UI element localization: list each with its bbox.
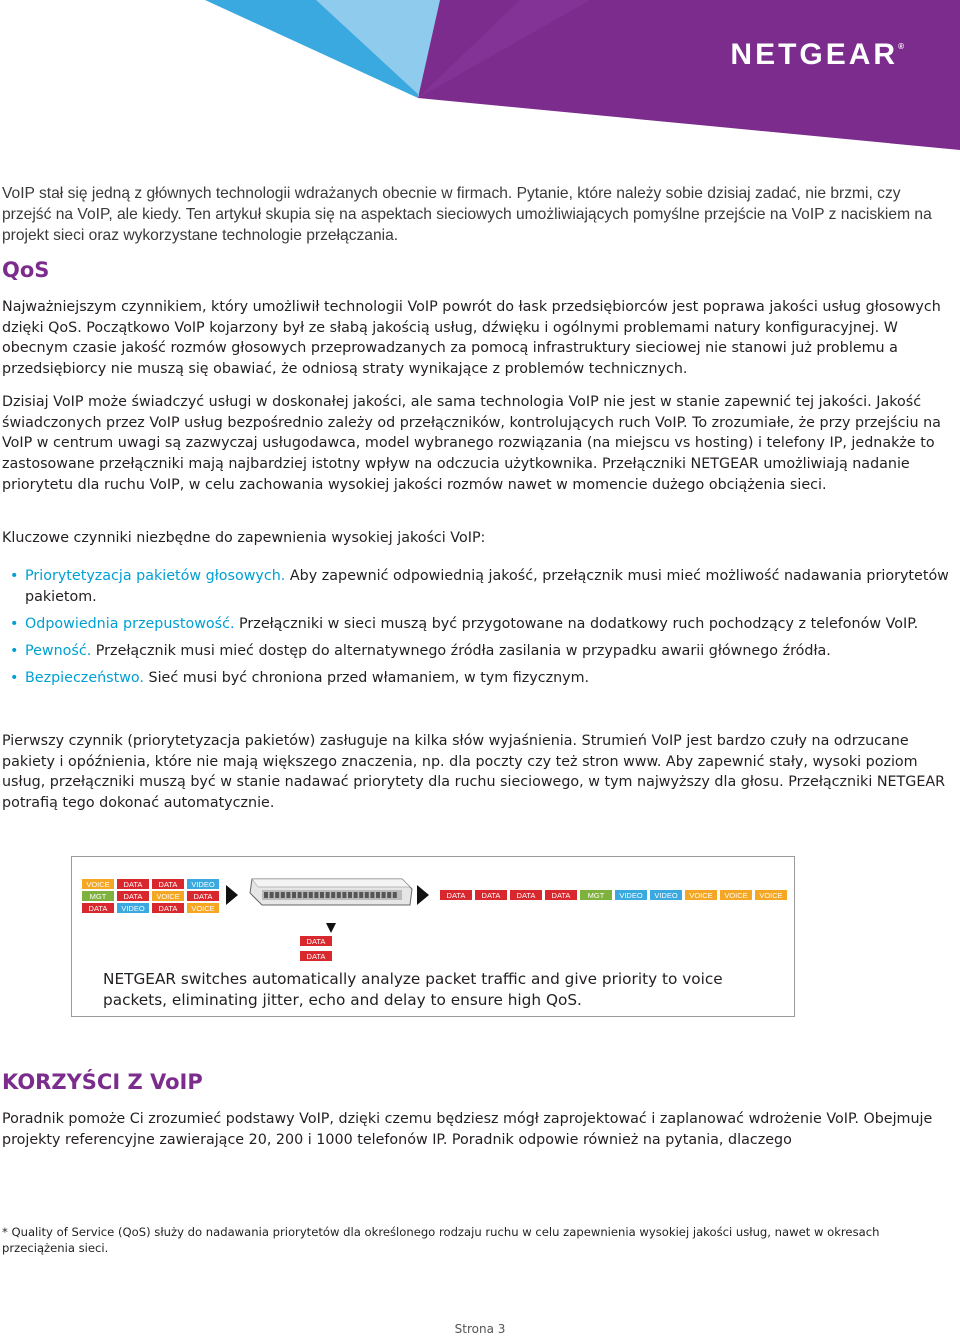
packet-data: [152, 903, 184, 913]
bullet-text: Sieć musi być chroniona przed włamaniem, w tym fizycznym.: [143, 670, 590, 686]
switch-port: [337, 892, 341, 898]
bullet-icon: •: [10, 670, 19, 686]
logo-text: NETGEAR: [730, 38, 899, 71]
packet-label: DATA: [158, 880, 178, 889]
bullet-text: Aby zapewnić odpowiednią jakość, przełącznik musi mieć możliwość nadawania priorytetów pakietom.: [25, 568, 949, 605]
benefits-paragraph: Poradnik pomoże Ci zrozumieć podstawy VoIP, dzięki czemu będziesz mógł zaprojektować i zaplanować wdrożenie VoIP. Obejmuje projekty referencyjne zawierające 20, 200 i 1000 telefonów IP. Poradnik odpowie również na pytania, dlaczego: [2, 1111, 933, 1148]
bullet-text: Przełączniki w sieci muszą być przygotowane na dodatkowy ruch pochodzący z telefonów VoIP.: [234, 616, 919, 632]
packet-label: VOICE: [156, 892, 180, 901]
bullet-icon: •: [10, 643, 19, 659]
packet-voice: [187, 903, 219, 913]
switch-port: [326, 892, 330, 898]
bullet-highlight: Priorytetyzacja pakietów głosowych.: [25, 568, 286, 584]
switch-port: [365, 892, 369, 898]
packet-mgt: [82, 891, 114, 901]
packet-data: [440, 890, 472, 900]
intro-paragraph: VoIP stał się jedną z głównych technologii wdrażanych obecnie w firmach. Pytanie, które należy sobie dzisiaj zadać, nie brzmi, czy przejść na VoIP, ale kiedy. Ten artykuł skupia się na aspektach sieciowych umożliwiających pomyślne przejście na VoIP z naciskiem na projekt sieci oraz wykorzystane technologie przełączania.: [2, 185, 932, 244]
key-factors-intro: Kluczowe czynniki niezbędne do zapewnienia wysokiej jakości VoIP:: [2, 530, 486, 546]
qos-paragraph-2: Dzisiaj VoIP może świadczyć usługi w doskonałej jakości, ale sama technologia VoIP nie jest w stanie zapewnić tej jakości. Jakość świadczonych przez VoIP usług bezpośrednio zależy od przełączników, kontrolujących ruch VoIP. To zrozumiałe, że przy przejściu na VoIP w centrum uwagi są zazwyczaj usługodawca, model wybranego rozwiązania (na miejscu vs hosting) i telefony IP, jednakże to zastosowane przełączniki mają najbardziej istotny wpływ na odczucia użytkownika. Przełączniki NETGEAR umożliwiają nadanie priorytetu dla ruchu VoIP, w celu zachowania wysokiej jakości rozmów nawet w momencie dużego obciążenia sieci.: [2, 394, 941, 493]
packet-label: DATA: [551, 891, 571, 900]
packet-data: [117, 891, 149, 901]
packet-label: DATA: [158, 904, 178, 913]
registered-mark: ®: [898, 42, 904, 51]
packet-label: VOICE: [759, 891, 783, 900]
benefits-heading: KORZYŚCI Z VoIP: [2, 1070, 203, 1094]
bullet-icon: •: [10, 568, 19, 584]
packet-label: DATA: [446, 891, 466, 900]
switch-port: [331, 892, 335, 898]
packet-data: [300, 951, 332, 961]
bullet-icon: •: [10, 616, 19, 632]
packet-label: DATA: [123, 880, 143, 889]
qos-paragraph-3: Pierwszy czynnik (priorytetyzacja pakietów) zasługuje na kilka słów wyjaśnienia. Strumień VoIP jest bardzo czuły na odrzucane pakiety i opóźnienia, które nie mają większego znaczenia, np. dla poczty czy też stron www. Aby zapewnić stały, wysoki poziom usług, przełączniki muszą być w stanie nadawać priorytety dla ruchu sieciowego, w tym najwyższy dla głosu. Przełączniki NETGEAR potrafią tego dokonać automatycznie.: [2, 733, 946, 812]
switch-port: [320, 892, 324, 898]
packet-label: VOICE: [724, 891, 748, 900]
packet-voice: [755, 890, 787, 900]
packet-video: [187, 879, 219, 889]
bullet-text: Przełącznik musi mieć dostęp do alternatywnego źródła zasilania w przypadku awarii głównego źródła.: [91, 643, 831, 659]
switch-port: [382, 892, 386, 898]
packet-data: [187, 891, 219, 901]
switch-port: [275, 892, 279, 898]
packet-label: DATA: [193, 892, 213, 901]
footnote: * Quality of Service (QoS) służy do nadawania priorytetów dla określonego rodzaju ruchu w celu zapewnienia wysokiej jakości usług, nawet w okresach przeciążenia sieci.: [2, 1225, 880, 1255]
switch-port: [270, 892, 274, 898]
switch-port: [342, 892, 346, 898]
packet-label: VIDEO: [121, 904, 145, 913]
switch-port: [348, 892, 352, 898]
packet-label: VOICE: [86, 880, 110, 889]
qos-paragraph-1: Najważniejszym czynnikiem, który umożliwił technologii VoIP powrót do łask przedsiębiorców jest poprawa jakości usług głosowych dzięki QoS. Początkowo VoIP kojarzony był ze słabą jakością usług, dźwięku i ogólnymi problemami natury konfiguracyjnej. W obecnym czasie jakość rozmów głosowych przeprowadzanych za pomocą infrastruktury sieciowej nie stanowi już problemu a przedsiębiorcy nie muszą się obawiać, że odniosą straty wynikające z problemów technicznych.: [2, 299, 941, 378]
packet-label: MGT: [89, 892, 107, 901]
packet-data: [475, 890, 507, 900]
bullet-highlight: Odpowiednia przepustowość.: [25, 616, 235, 632]
packet-label: DATA: [481, 891, 501, 900]
bullet-highlight: Bezpieczeństwo.: [25, 670, 144, 686]
list-item: [10, 614, 950, 635]
packet-label: VIDEO: [654, 891, 678, 900]
packet-label: VOICE: [689, 891, 713, 900]
switch-port: [393, 892, 397, 898]
packet-label: DATA: [306, 937, 326, 946]
packet-label: DATA: [88, 904, 108, 913]
diagram-caption: NETGEAR switches automatically analyze packet traffic and give priority to voice packets, eliminating jitter, echo and delay to ensure high QoS.: [103, 970, 723, 1009]
packet-data: [82, 903, 114, 913]
switch-port: [298, 892, 302, 898]
list-item: [10, 566, 950, 608]
switch-port: [370, 892, 374, 898]
packet-label: VIDEO: [191, 880, 215, 889]
switch-port: [303, 892, 307, 898]
packet-data: [152, 879, 184, 889]
switch-port: [292, 892, 296, 898]
packet-label: DATA: [123, 892, 143, 901]
qos-diagram: [71, 856, 795, 1017]
list-item: [10, 641, 950, 662]
switch-port: [264, 892, 268, 898]
packet-mgt: [580, 890, 612, 900]
key-factors-list: [10, 566, 950, 695]
page-number: Strona 3: [454, 1322, 506, 1336]
packet-label: MGT: [587, 891, 605, 900]
arrow-out-icon: [417, 885, 429, 905]
packet-data: [510, 890, 542, 900]
packet-label: DATA: [306, 952, 326, 961]
packet-voice: [685, 890, 717, 900]
switch-port: [359, 892, 363, 898]
packet-voice: [720, 890, 752, 900]
switch-port: [281, 892, 285, 898]
packet-video: [650, 890, 682, 900]
switch-port: [314, 892, 318, 898]
list-item: [10, 668, 950, 689]
packet-label: VOICE: [191, 904, 215, 913]
packet-label: DATA: [516, 891, 536, 900]
packet-label: VIDEO: [619, 891, 643, 900]
packet-data: [300, 936, 332, 946]
switch-port: [354, 892, 358, 898]
switch-port: [376, 892, 380, 898]
switch-port: [309, 892, 313, 898]
packet-flow-graphic: [72, 857, 796, 967]
packet-voice: [82, 879, 114, 889]
switch-port: [387, 892, 391, 898]
qos-heading: QoS: [2, 258, 50, 282]
bullet-highlight: Pewność.: [25, 643, 92, 659]
header-banner: [0, 0, 960, 150]
arrow-in-icon: [226, 885, 238, 905]
banner-graphic: [0, 0, 960, 150]
packet-data: [545, 890, 577, 900]
packet-video: [117, 903, 149, 913]
packet-video: [615, 890, 647, 900]
arrow-down-icon: [326, 923, 336, 933]
switch-icon: [250, 879, 412, 905]
packet-voice: [152, 891, 184, 901]
netgear-logo: [730, 38, 904, 72]
switch-port: [286, 892, 290, 898]
packet-data: [117, 879, 149, 889]
